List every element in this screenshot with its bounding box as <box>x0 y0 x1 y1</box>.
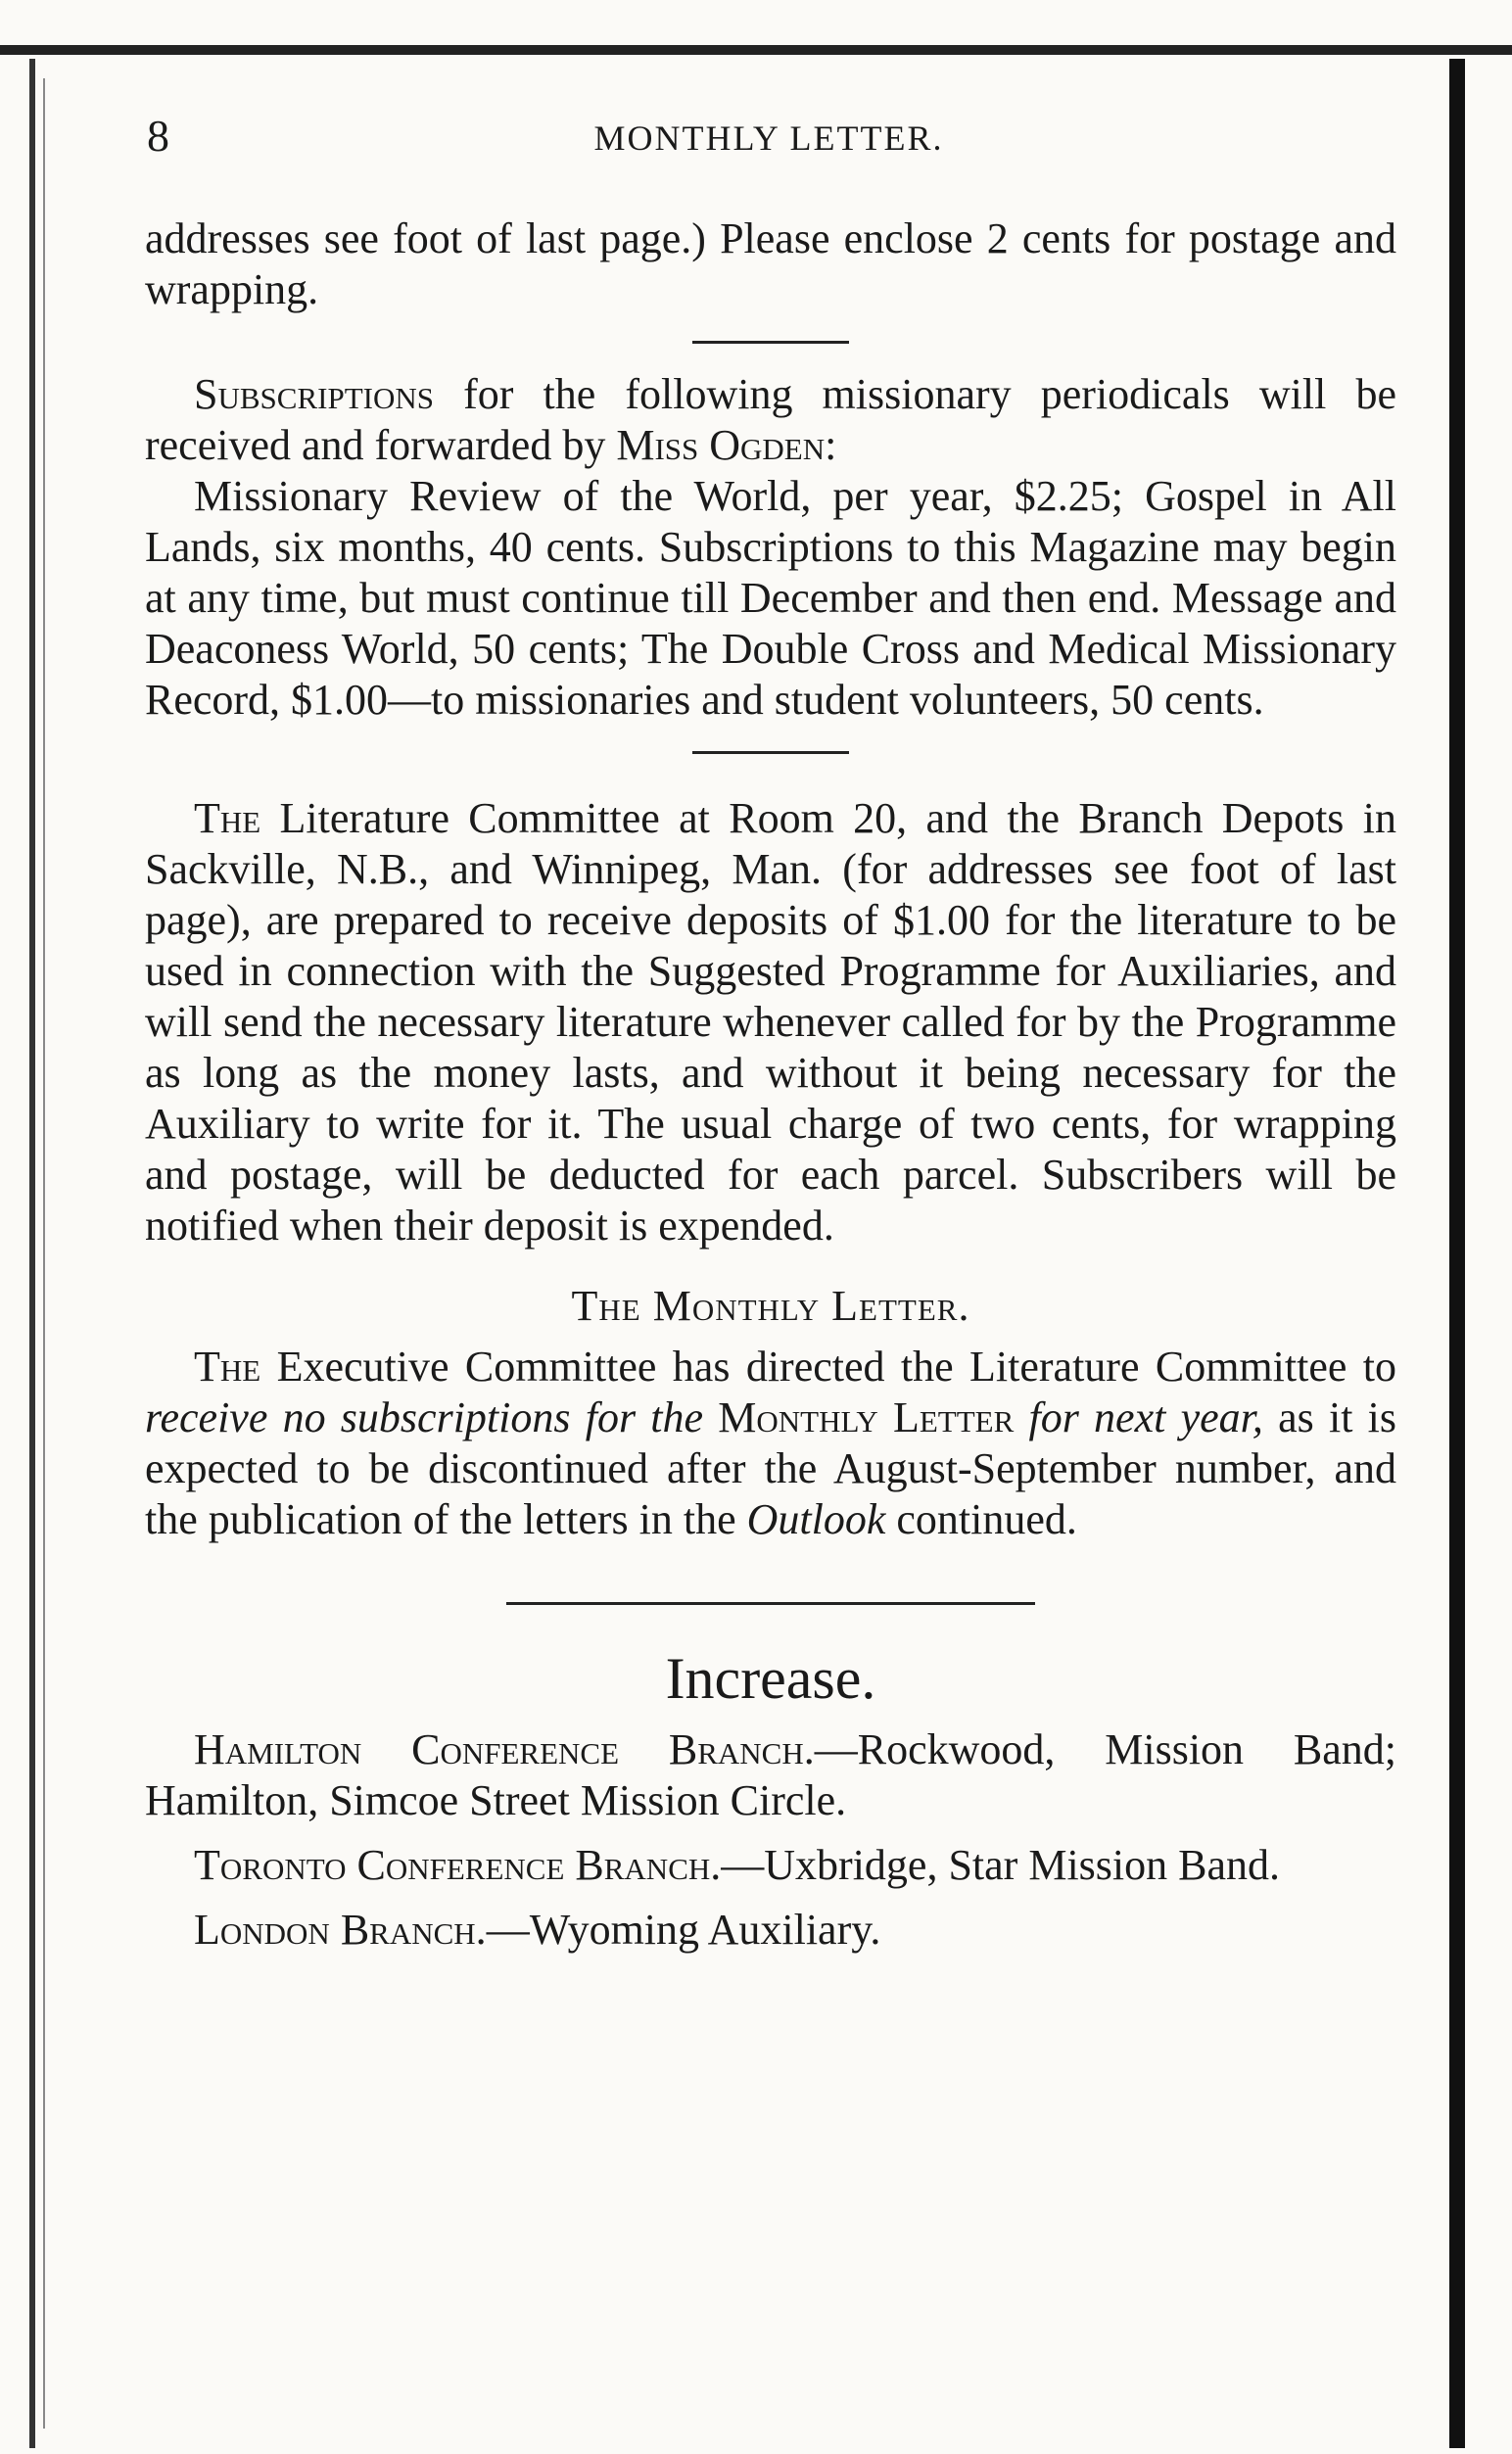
increase-entry <box>145 1905 1396 1956</box>
section-divider-long <box>506 1602 1035 1605</box>
subscriptions-paragraph <box>145 369 1396 471</box>
monthly-letter-text-2: as it is expected to be discontinued after the August-September number, and the publication of the letters in the <box>145 1393 1396 1543</box>
monthly-letter-text-3: continued. <box>885 1495 1077 1543</box>
monthly-letter-italic-2: for next year, <box>1028 1393 1263 1441</box>
subscriptions-text: for the following missionary periodicals will be received and forwarded by <box>145 370 1396 469</box>
subscriptions-lead: Subscriptions <box>194 370 434 418</box>
monthly-letter-text-1: Executive Committee has directed the Literature Committee to <box>260 1343 1396 1391</box>
section-divider <box>692 341 849 344</box>
monthly-letter-lead: The <box>194 1343 261 1391</box>
monthly-letter-name: Monthly Letter <box>703 1393 1029 1441</box>
branch-name: Hamilton Conference Branch. <box>194 1725 815 1773</box>
increase-entry <box>145 1724 1396 1826</box>
subscriptions-colon: : <box>825 421 837 469</box>
literature-text: Literature Committee at Room 20, and the Branch Depots in Sackville, N.B., and Winnipeg, Man. (for addresses see foot of last page), are prepared to receive deposits of $1.00 for the literature to be used in connection with the Suggested Programme for Auxiliaries, and will send the necessary literature whenever called for by the Programme as long as the money lasts, and without it being necessary for the Auxiliary to write for it. The usual charge of two cents, for wrapping and postage, will be deducted for each parcel. Subscribers will be notified when their deposit is expended. <box>145 794 1396 1250</box>
increase-entry-text: —Uxbridge, Star Mission Band. <box>721 1841 1281 1889</box>
branch-name: London Branch. <box>194 1906 487 1954</box>
page-header <box>137 110 1400 168</box>
branch-name: Toronto Conference Branch. <box>194 1841 722 1889</box>
agent-name: Miss Ogden <box>616 421 826 469</box>
left-inner-rule <box>43 78 45 2429</box>
top-border-rule <box>0 45 1512 55</box>
monthly-letter-paragraph <box>145 1342 1396 1545</box>
increase-entry-text: —Wyoming Auxiliary. <box>486 1906 881 1954</box>
literature-lead: The <box>194 794 261 842</box>
continuation-paragraph: addresses see foot of last page.) Please enclose 2 cents for postage and wrapping. <box>145 214 1396 313</box>
running-title: MONTHLY LETTER. <box>593 118 944 158</box>
increase-entry <box>145 1840 1396 1891</box>
literature-paragraph <box>145 793 1396 1251</box>
increase-heading: Increase. <box>665 1646 876 1711</box>
right-border-rule <box>1449 59 1465 2448</box>
monthly-letter-italic-1: receive no subscriptions for the <box>145 1393 704 1441</box>
monthly-letter-heading: The Monthly Letter. <box>571 1282 970 1330</box>
increase-entry-text: —Rockwood, Mission Band; Hamilton, Simcoe Street Mission Circle. <box>145 1725 1396 1824</box>
left-border-rule <box>29 59 35 2448</box>
periodicals-list: Missionary Review of the World, per year, $2.25; Gospel in All Lands, six months, 40 cents. Subscriptions to this Magazine may begin at any time, but must continue till December and then end. Message and Deaconess World, 50 cents; The Double Cross and Medical Missionary Record, $1.00—to missionaries and student volunteers, 50 cents. <box>145 472 1396 724</box>
outlook-title: Outlook <box>746 1495 886 1543</box>
page-body <box>145 213 1396 1956</box>
page-number: 8 <box>147 111 169 161</box>
section-divider <box>692 751 849 754</box>
